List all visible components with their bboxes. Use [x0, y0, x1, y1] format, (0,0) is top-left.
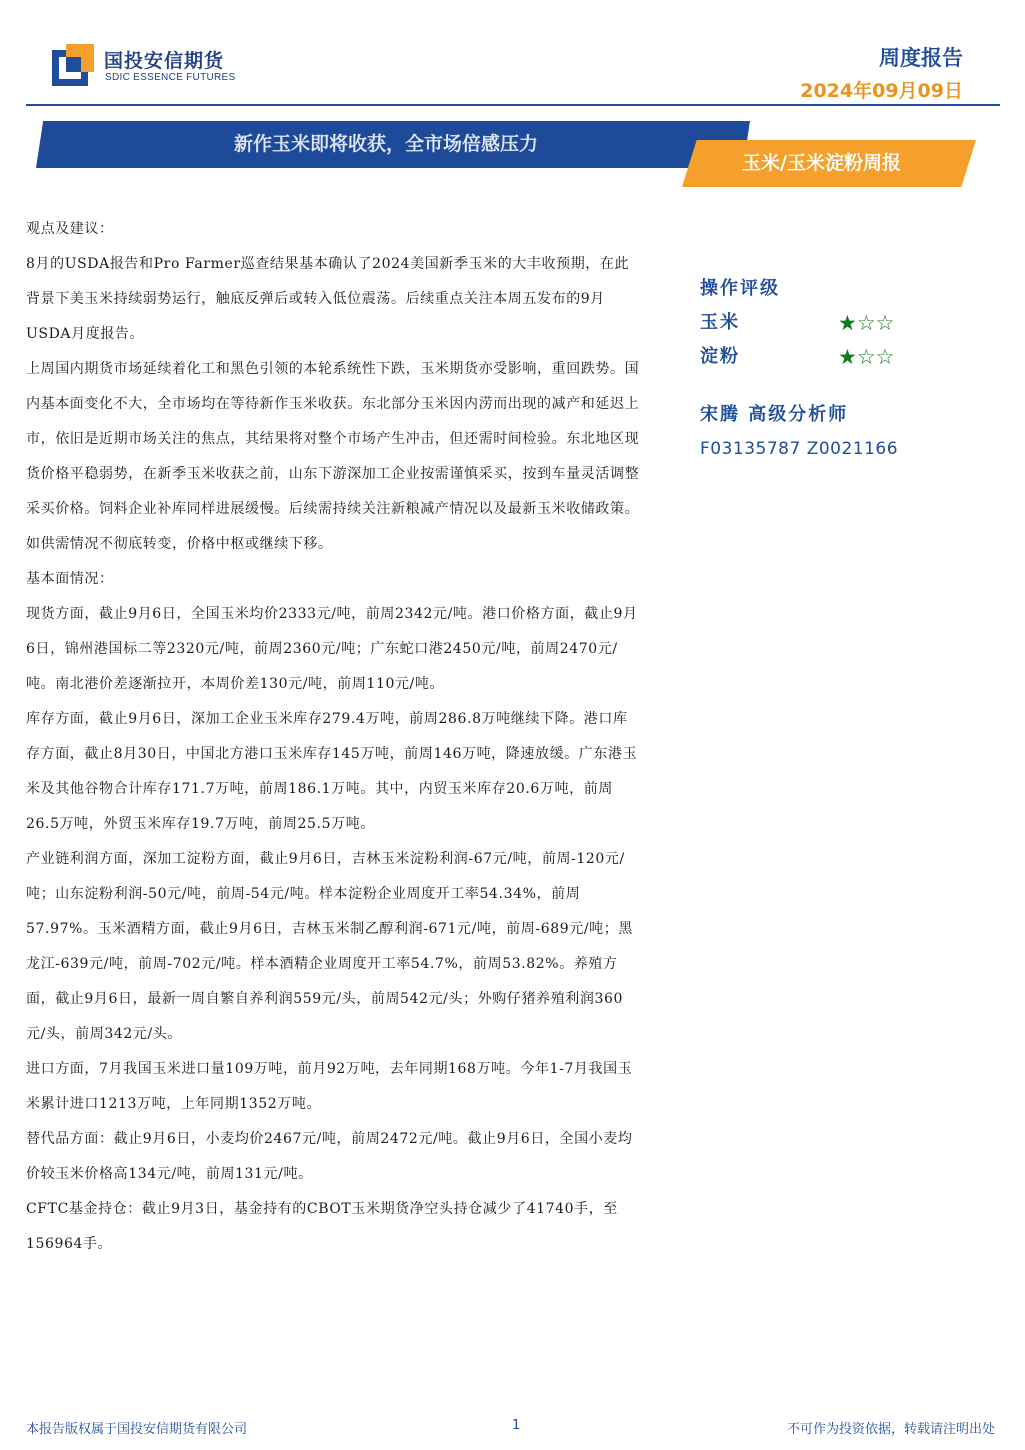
rating-title: 操作评级 [700, 278, 780, 299]
analyst-name: 宋腾 高级分析师 [700, 404, 849, 425]
section-heading-views: 观点及建议： [26, 221, 114, 237]
footer-disclaimer: 不可作为投资依据，转载请注明出处 [786, 1422, 995, 1437]
header-divider [26, 104, 1000, 106]
report-body [26, 212, 642, 1262]
report-date: 2024年09月09日 [800, 80, 963, 102]
body-paragraph: 8月的USDA报告和Pro Farmer巡查结果基本确认了2024美国新季玉米的大丰收预期，在此背景下美玉米持续弱势运行，触底反弹后或转入低位震荡。后续重点关注本周五发布的9月USDA月度报告。 [26, 256, 630, 342]
rating-name: 淀粉 [700, 346, 740, 367]
report-type: 周度报告 [879, 46, 963, 70]
sidebar [700, 272, 990, 466]
body-paragraph: 现货方面，截止9月6日，全国玉米均价2333元/吨，前周2342元/吨。港口价格方面，截止9月6日，锦州港国标二等2320元/吨，前周2360元/吨；广东蛇口港2450元/吨，前周2470元/吨。南北港价差逐渐拉开，本周价差130元/吨，前周110元/吨。 [26, 606, 638, 692]
logo-mark-icon [52, 44, 94, 86]
rating-name: 玉米 [700, 312, 740, 333]
body-paragraph: 上周国内期货市场延续着化工和黑色引领的本轮系统性下跌，玉米期货亦受影响，重回跌势。国内基本面变化不大，全市场均在等待新作玉米收获。东北部分玉米因内涝而出现的减产和延迟上市，依旧是近期市场关注的焦点，其结果将对整个市场产生冲击，但还需时间检验。东北地区现货价格平稳弱势，在新季玉米收获之前，山东下游深加工企业按需谨慎采买，按到车量灵活调整采买价格。饲料企业补库同样进展缓慢。后续需持续关注新粮减产情况以及最新玉米收储政策。如供需情况不彻底转变，价格中枢或继续下移。 [26, 361, 640, 552]
star-rating-icon: ★☆☆ [838, 345, 895, 369]
star-rating-icon: ★☆☆ [838, 311, 895, 335]
logo-text-en: SDIC ESSENCE FUTURES [105, 72, 236, 83]
logo-text-cn: 国投安信期货 [104, 50, 225, 72]
analyst-license-ids: F03135787 Z0021166 [700, 439, 899, 459]
page-number: 1 [512, 1418, 521, 1433]
rating-row-corn [700, 306, 990, 340]
body-paragraph: 进口方面，7月我国玉米进口量109万吨，前月92万吨，去年同期168万吨。今年1-7月我国玉米累计进口1213万吨，上年同期1352万吨。 [26, 1061, 633, 1112]
section-heading-fundamentals: 基本面情况： [26, 571, 114, 587]
footer-copyright: 本报告版权属于国投安信期货有限公司 [26, 1422, 248, 1437]
report-subtitle: 玉米/玉米淀粉周报 [742, 152, 901, 174]
company-logo [52, 40, 236, 88]
body-paragraph: 产业链利润方面，深加工淀粉方面，截止9月6日，吉林玉米淀粉利润-67元/吨，前周-120元/吨；山东淀粉利润-50元/吨，前周-54元/吨。样本淀粉企业周度开工率54.34%，前周57.97%。玉米酒精方面，截止9月6日，吉林玉米制乙醇利润-671元/吨，前周-689元/吨；黑龙江-639元/吨，前周-702元/吨。样本酒精企业周度开工率54.7%，前周53.82%。养殖方面，截止9月6日，最新一周自繁自养利润559元/头，前周542元/头；外购仔猪养殖利润360元/头，前周342元/头。 [26, 851, 633, 1042]
body-paragraph: 库存方面，截止9月6日，深加工企业玉米库存279.4万吨，前周286.8万吨继续下降。港口库存方面，截止8月30日，中国北方港口玉米库存145万吨，前周146万吨，降速放缓。广东港玉米及其他谷物合计库存171.7万吨，前周186.1万吨。其中，内贸玉米库存20.6万吨，前周26.5万吨，外贸玉米库存19.7万吨，前周25.5万吨。 [26, 711, 638, 832]
body-paragraph: CFTC基金持仓：截止9月3日，基金持有的CBOT玉米期货净空头持仓减少了41740手，至156964手。 [26, 1201, 618, 1252]
rating-row-starch [700, 340, 990, 374]
body-paragraph: 替代品方面：截止9月6日，小麦均价2467元/吨，前周2472元/吨。截止9月6日，全国小麦均价较玉米价格高134元/吨，前周131元/吨。 [26, 1131, 633, 1182]
report-title: 新作玉米即将收获，全市场倍感压力 [233, 133, 538, 155]
